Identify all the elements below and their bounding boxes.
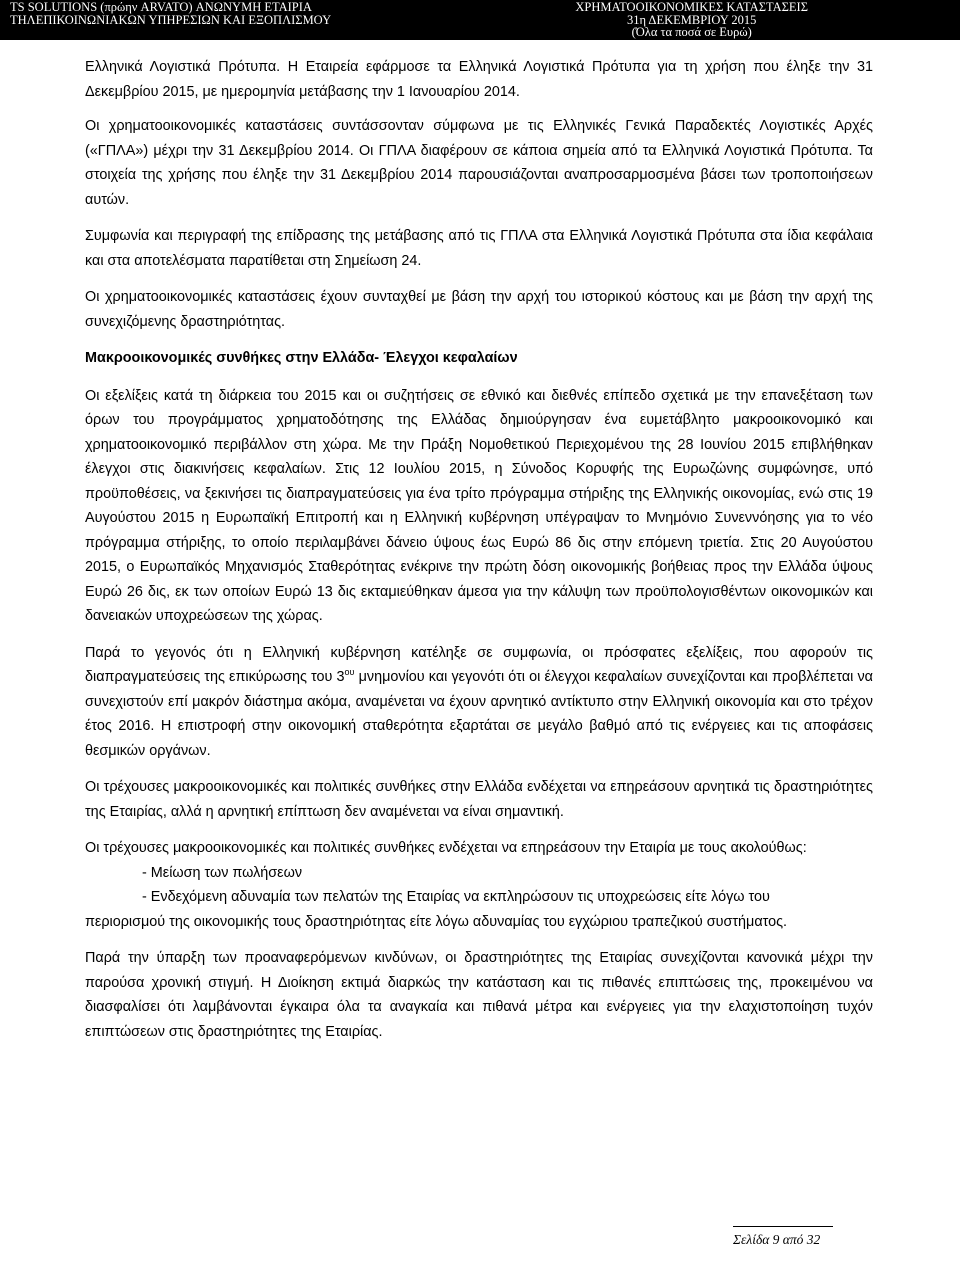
paragraph-government-agreement (85, 641, 873, 764)
header-report-date: 31η ΔΕΚΕΜΒΡΙΟΥ 2015 (626, 12, 757, 27)
header-report-info (575, 1, 808, 39)
section-heading: Μακροοικονομικές συνθήκες στην Ελλάδα- Έλεγχοι κεφαλαίων (85, 350, 518, 366)
header-company (10, 1, 331, 26)
header-currency-note: (Όλα τα ποσά σε Ευρώ) (631, 25, 752, 39)
paragraph-management-assessment: Παρά την ύπαρξη των προαναφερόμενων κινδύνων, οι δραστηριότητες της Εταιρίας συνεχίζονται κανονικά μέχρι την παρούσα χρονική στιγμή. Η Διοίκηση εκτιμά διαρκώς την κατάσταση και τις πιθανές επιπτώσεις της, προκειμένου να διασφαλίσει ότι λαμβάνονται έγκαιρα όλα τα αναγκαία και πιθανά μέτρα και ενέργειες για την ελαχιστοποίηση τυχόν επιπτώσεων στις δραστηριότητες της Εταιρίας. (85, 950, 873, 1040)
footer-divider (733, 1226, 833, 1227)
header-company-line2: ΤΗΛΕΠΙΚΟΙΝΩΝΙΑΚΩΝ ΥΠΗΡΕΣΙΩΝ ΚΑΙ ΕΞΟΠΛΙΣΜΟΥ (10, 12, 332, 27)
paragraph-government-agreement-part1: Παρά το γεγονός ότι η Ελληνική κυβέρνηση κατέληξε σε συμφωνία, οι πρόσφατες εξελίξεις, που αφορούν τις διαπραγματεύσεις της επικύρωσης του 3 (85, 644, 873, 685)
paragraph-government-agreement-part2: μνημονίου και γεγονότι ότι οι έλεγχοι κεφαλαίων συνεχίζονται και προβλέπεται να συνεχιστούν επί μακρόν διάστημα ακόμα, αναμένεται να έχουν αρνητικό αντίκτυπο στην Ελληνική οικονομία και στο τρέχον έτος 2016. Η επιστροφή στην οικονομική σταθερότητα εξαρτάται σε μεγάλο βαθμό από τις ενέργειες και τις αποφάσεις θεσμικών οργάνων. (85, 669, 873, 759)
list-item-customers-continued: περιορισμού της οικονομικής τους δραστηριότητας είτε λόγω αδυναμίας του εγχώριου τραπεζικού συστήματος. (85, 913, 788, 930)
list-item-customers: - Ενδεχόμενη αδυναμία των πελατών της Εταιρίας να εκπληρώσουν τις υποχρεώσεις είτε λόγω του (142, 889, 770, 905)
list-item-sales: - Μείωση των πωλήσεων (142, 864, 303, 881)
document-body (85, 55, 873, 1056)
paragraph-macro-developments: Οι εξελίξεις κατά τη διάρκεια του 2015 και οι συζητήσεις σε εθνικό και διεθνές επίπεδο σχετικά με την επανεξέταση των όρων του προγράμματος χρηματοδότησης της Ελλάδας δημιούργησαν ένα ευμετάβλητο μακροοικονομικό και χρηματοοικονομικό περιβάλλον στη χώρα. Με την Πράξη Νομοθετικού Περιεχομένου της 28 Ιουνίου 2015 επιβλήθηκαν έλεγχοι στις διακινήσεις κεφαλαίων. Στις 12 Ιουλίου 2015, η Σύνοδος Κορυφής της Ευρωζώνης συμφώνησε, υπό προϋποθέσεις, να ξεκινήσει τις διαπραγματεύσεις για ένα τρίτο πρόγραμμα στήριξης της Ελληνικής οικονομίας, ενώ στις 19 Αυγούστου 2015 η Ευρωπαϊκή Επιτροπή και η Ελληνική κυβέρνηση υπέγραψαν το Μνημόνιο Συνεννόησης για το νέο πρόγραμμα στήριξης, το οποίο περιλαμβάνει δάνειο ύψους έως Ευρώ 86 δις στην επόμενη τριετία. Στις 20 Αυγούστου 2015, ο Ευρωπαϊκός Μηχανισμός Σταθερότητας ενέκρινε την πρώτη δόση οικονομικής βοήθειας προς την Ελλάδα ύψους Ευρώ 26 δις, εκ των οποίων Ευρώ 13 δις εκταμιεύθηκαν άμεσα για την κάλυψη των προϋπολογισθέντων οικονομικών και δανειακών υποχρεώσεων της χώρας. (85, 387, 873, 624)
page-header (0, 0, 960, 40)
paragraph-impact-assessment: Οι τρέχουσες μακροοικονομικές και πολιτικές συνθήκες στην Ελλάδα ενδέχεται να επηρεάσουν αρνητικά τις δραστηριότητες της Εταιρίας, αλλά η αρνητική επίπτωση δεν αναμένεται να είναι σημαντική. (85, 779, 873, 820)
ordinal-superscript: ου (344, 667, 355, 678)
paragraph-going-concern: Οι χρηματοοικονομικές καταστάσεις έχουν συνταχθεί με βάση την αρχή του ιστορικού κόστους και με βάση την αρχή της συνεχιζόμενης δραστηριότητας. (85, 289, 873, 330)
paragraph-gpla: Οι χρηματοοικονομικές καταστάσεις συντάσσονταν σύμφωνα με τις Ελληνικές Γενικά Παραδεκτές Λογιστικές Αρχές («ΓΠΛΑ») μέχρι την 31 Δεκεμβρίου 2014. Οι ΓΠΛΑ διαφέρουν σε κάποια σημεία από τα Ελληνικά Λογιστικά Πρότυπα. Τα στοιχεία της χρήσης που έληξε την 31 Δεκεμβρίου 2014 παρουσιάζονται αναπροσαρμοσμένα βάσει των τροποποιήσεων αυτών. (85, 118, 873, 208)
page-number: Σελίδα 9 από 32 (733, 1232, 821, 1247)
header-company-line1: TS SOLUTIONS (πρώην ARVATO) ΑΝΩΝΥΜΗ ΕΤΑΙΡΙΑ (10, 0, 312, 14)
paragraph-effects-intro: Οι τρέχουσες μακροοικονομικές και πολιτικές συνθήκες ενδέχεται να επηρεάσουν την Εταιρία με τους ακολούθως: (85, 840, 807, 856)
paragraph-standards-intro: Ελληνικά Λογιστικά Πρότυπα. Η Εταιρεία εφάρμοσε τα Ελληνικά Λογιστικά Πρότυπα για τη χρήση που έληξε την 31 Δεκεμβρίου 2015, με ημερομηνία μετάβασης την 1 Ιανουαρίου 2014. (85, 59, 873, 100)
header-report-title: ΧΡΗΜΑΤΟΟΙΚΟΝΟΜΙΚΕΣ ΚΑΤΑΣΤΑΣΕΙΣ (575, 0, 808, 14)
paragraph-reconciliation: Συμφωνία και περιγραφή της επίδρασης της μετάβασης από τις ΓΠΛΑ στα Ελληνικά Λογιστικά Πρότυπα στα ίδια κεφάλαια και στα αποτελέσματα παρατίθεται στη Σημείωση 24. (85, 228, 873, 269)
